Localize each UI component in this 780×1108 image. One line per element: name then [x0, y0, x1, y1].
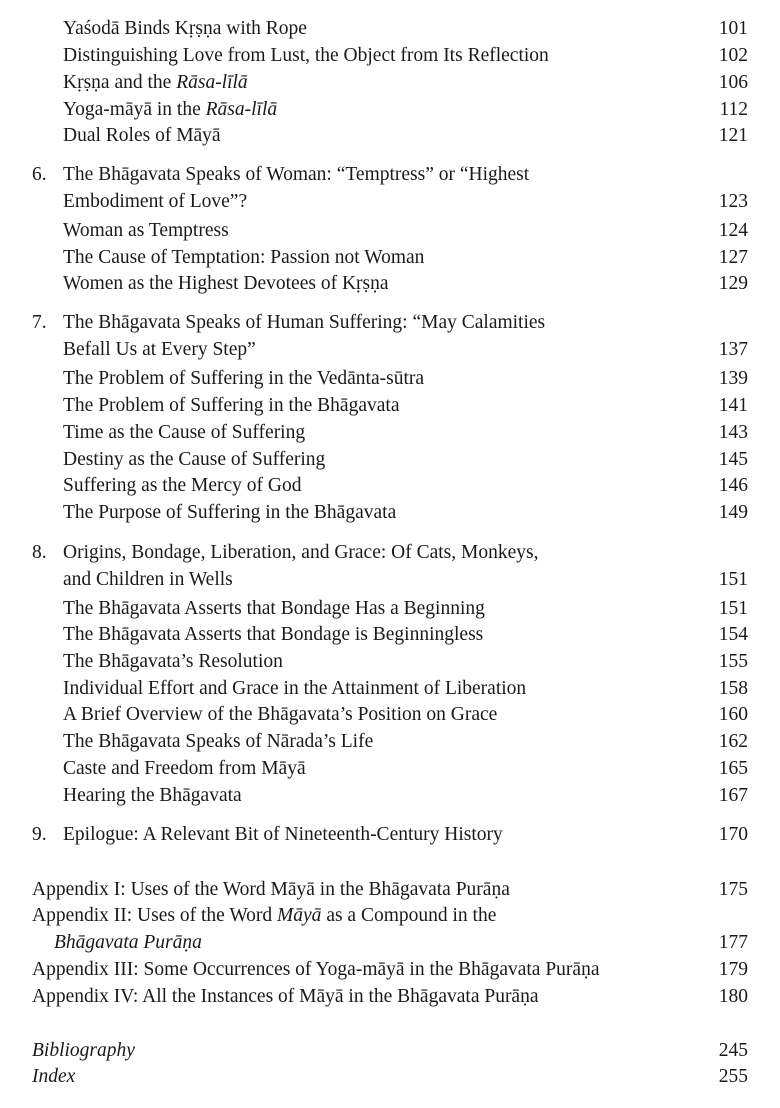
toc-entry-section[interactable] — [0, 245, 780, 271]
section-title: Time as the Cause of Suffering — [63, 422, 306, 443]
page-number: 162 — [718, 731, 748, 752]
toc-entry-section[interactable] — [0, 622, 780, 648]
page-number: 145 — [718, 449, 748, 470]
page-number: 154 — [718, 624, 748, 645]
section-title: Suffering as the Mercy of God — [63, 475, 302, 496]
toc-entry-section[interactable] — [0, 447, 780, 473]
toc-entry-section[interactable] — [0, 729, 780, 755]
page-number: 180 — [718, 986, 748, 1007]
toc-chapter-title-line2[interactable] — [0, 567, 780, 593]
page-number: 121 — [718, 125, 748, 146]
toc-entry-section[interactable] — [0, 97, 780, 123]
section-title: Yoga-māyā in the Rāsa-līlā — [63, 99, 278, 120]
chapter-number: 6. — [32, 164, 47, 185]
page-number: 149 — [718, 502, 748, 523]
page-number: 146 — [718, 475, 748, 496]
chapter-title: Epilogue: A Relevant Bit of Nineteenth-Century History — [63, 824, 503, 845]
page-number: 143 — [718, 422, 748, 443]
page-number: 165 — [718, 758, 748, 779]
toc-entry-section[interactable] — [0, 783, 780, 809]
appendix-title-cont: Bhāgavata Purāṇa — [54, 932, 202, 953]
page-number: 112 — [719, 99, 748, 120]
page-number: 123 — [718, 191, 748, 212]
section-title: The Problem of Suffering in the Bhāgavata — [63, 395, 400, 416]
page-number: 155 — [718, 651, 748, 672]
page-number: 127 — [718, 247, 748, 268]
section-title: Kṛṣṇa and the Rāsa-līlā — [63, 72, 248, 93]
toc-entry-section[interactable] — [0, 756, 780, 782]
toc-entry-section[interactable] — [0, 473, 780, 499]
toc-entry-section[interactable] — [0, 596, 780, 622]
toc-chapter-entry[interactable] — [0, 822, 780, 848]
toc-chapter-title-line1[interactable] — [0, 310, 780, 336]
index-title: Index — [32, 1066, 76, 1087]
toc-entry-section[interactable] — [0, 702, 780, 728]
page-number: 129 — [718, 273, 748, 294]
page-number: 151 — [718, 569, 748, 590]
page-number: 179 — [718, 959, 748, 980]
section-title: Individual Effort and Grace in the Attainment of Liberation — [63, 678, 527, 699]
page-number: 124 — [718, 220, 748, 241]
toc-appendix-entry-line2[interactable] — [0, 930, 780, 956]
section-title: Woman as Temptress — [63, 220, 229, 241]
chapter-title-cont: Befall Us at Every Step” — [63, 339, 256, 360]
section-title: Caste and Freedom from Māyā — [63, 758, 306, 779]
chapter-title: The Bhāgavata Speaks of Woman: “Temptress” or “Highest — [63, 164, 530, 185]
toc-chapter-title-line2[interactable] — [0, 189, 780, 215]
toc-entry-section[interactable] — [0, 366, 780, 392]
chapter-title-cont: Embodiment of Love”? — [63, 191, 248, 212]
toc-bibliography-entry[interactable] — [0, 1038, 780, 1064]
toc-appendix-entry[interactable] — [0, 984, 780, 1010]
page-number: 158 — [718, 678, 748, 699]
toc-entry-section[interactable] — [0, 16, 780, 42]
toc-chapter-title-line2[interactable] — [0, 337, 780, 363]
appendix-title: Appendix I: Uses of the Word Māyā in the Bhāgavata Purāṇa — [32, 879, 510, 900]
chapter-number: 9. — [32, 824, 47, 845]
section-title: The Bhāgavata’s Resolution — [63, 651, 283, 672]
chapter-title: Origins, Bondage, Liberation, and Grace: Of Cats, Monkeys, — [63, 542, 539, 563]
page-number: 160 — [718, 704, 748, 725]
toc-entry-section[interactable] — [0, 123, 780, 149]
section-title: Hearing the Bhāgavata — [63, 785, 242, 806]
chapter-title-cont: and Children in Wells — [63, 569, 233, 590]
toc-entry-section[interactable] — [0, 43, 780, 69]
section-title: The Problem of Suffering in the Vedānta-sūtra — [63, 368, 425, 389]
toc-chapter-title-line1[interactable] — [0, 162, 780, 188]
appendix-title: Appendix III: Some Occurrences of Yoga-māyā in the Bhāgavata Purāṇa — [32, 959, 600, 980]
chapter-number: 8. — [32, 542, 47, 563]
section-title: Yaśodā Binds Kṛṣṇa with Rope — [63, 18, 307, 39]
page-number: 101 — [718, 18, 748, 39]
page-number: 175 — [718, 879, 748, 900]
toc-index-entry[interactable] — [0, 1064, 780, 1090]
appendix-title: Appendix II: Uses of the Word Māyā as a Compound in the — [32, 905, 497, 926]
section-title: Dual Roles of Māyā — [63, 125, 221, 146]
toc-entry-section[interactable] — [0, 420, 780, 446]
section-title: Distinguishing Love from Lust, the Object from Its Reflection — [63, 45, 549, 66]
page-number: 255 — [718, 1066, 748, 1087]
toc-appendix-entry[interactable] — [0, 877, 780, 903]
toc-entry-section[interactable] — [0, 218, 780, 244]
toc-entry-section[interactable] — [0, 500, 780, 526]
toc-chapter-title-line1[interactable] — [0, 540, 780, 566]
toc-entry-section[interactable] — [0, 676, 780, 702]
section-title: The Bhāgavata Speaks of Nārada’s Life — [63, 731, 374, 752]
appendix-title: Appendix IV: All the Instances of Māyā in the Bhāgavata Purāṇa — [32, 986, 539, 1007]
toc-entry-section[interactable] — [0, 393, 780, 419]
page-number: 170 — [718, 824, 748, 845]
section-title: The Cause of Temptation: Passion not Woman — [63, 247, 425, 268]
section-title: The Bhāgavata Asserts that Bondage is Beginningless — [63, 624, 484, 645]
section-title: Destiny as the Cause of Suffering — [63, 449, 326, 470]
toc-entry-section[interactable] — [0, 70, 780, 96]
toc-appendix-entry[interactable] — [0, 957, 780, 983]
page-number: 139 — [718, 368, 748, 389]
toc-entry-section[interactable] — [0, 271, 780, 297]
page-number: 106 — [718, 72, 748, 93]
page-number: 151 — [718, 598, 748, 619]
toc-appendix-entry-line1[interactable] — [0, 903, 780, 929]
section-title: A Brief Overview of the Bhāgavata’s Position on Grace — [63, 704, 498, 725]
page-number: 141 — [718, 395, 748, 416]
page-number: 245 — [718, 1040, 748, 1061]
toc-entry-section[interactable] — [0, 649, 780, 675]
page-number: 102 — [718, 45, 748, 66]
page-number: 137 — [718, 339, 748, 360]
section-title: The Purpose of Suffering in the Bhāgavata — [63, 502, 397, 523]
section-title: Women as the Highest Devotees of Kṛṣṇa — [63, 273, 389, 294]
chapter-title: The Bhāgavata Speaks of Human Suffering: “May Calamities — [63, 312, 546, 333]
page-number: 177 — [718, 932, 748, 953]
section-title: The Bhāgavata Asserts that Bondage Has a Beginning — [63, 598, 485, 619]
page-number: 167 — [718, 785, 748, 806]
chapter-number: 7. — [32, 312, 47, 333]
bibliography-title: Bibliography — [32, 1040, 135, 1061]
